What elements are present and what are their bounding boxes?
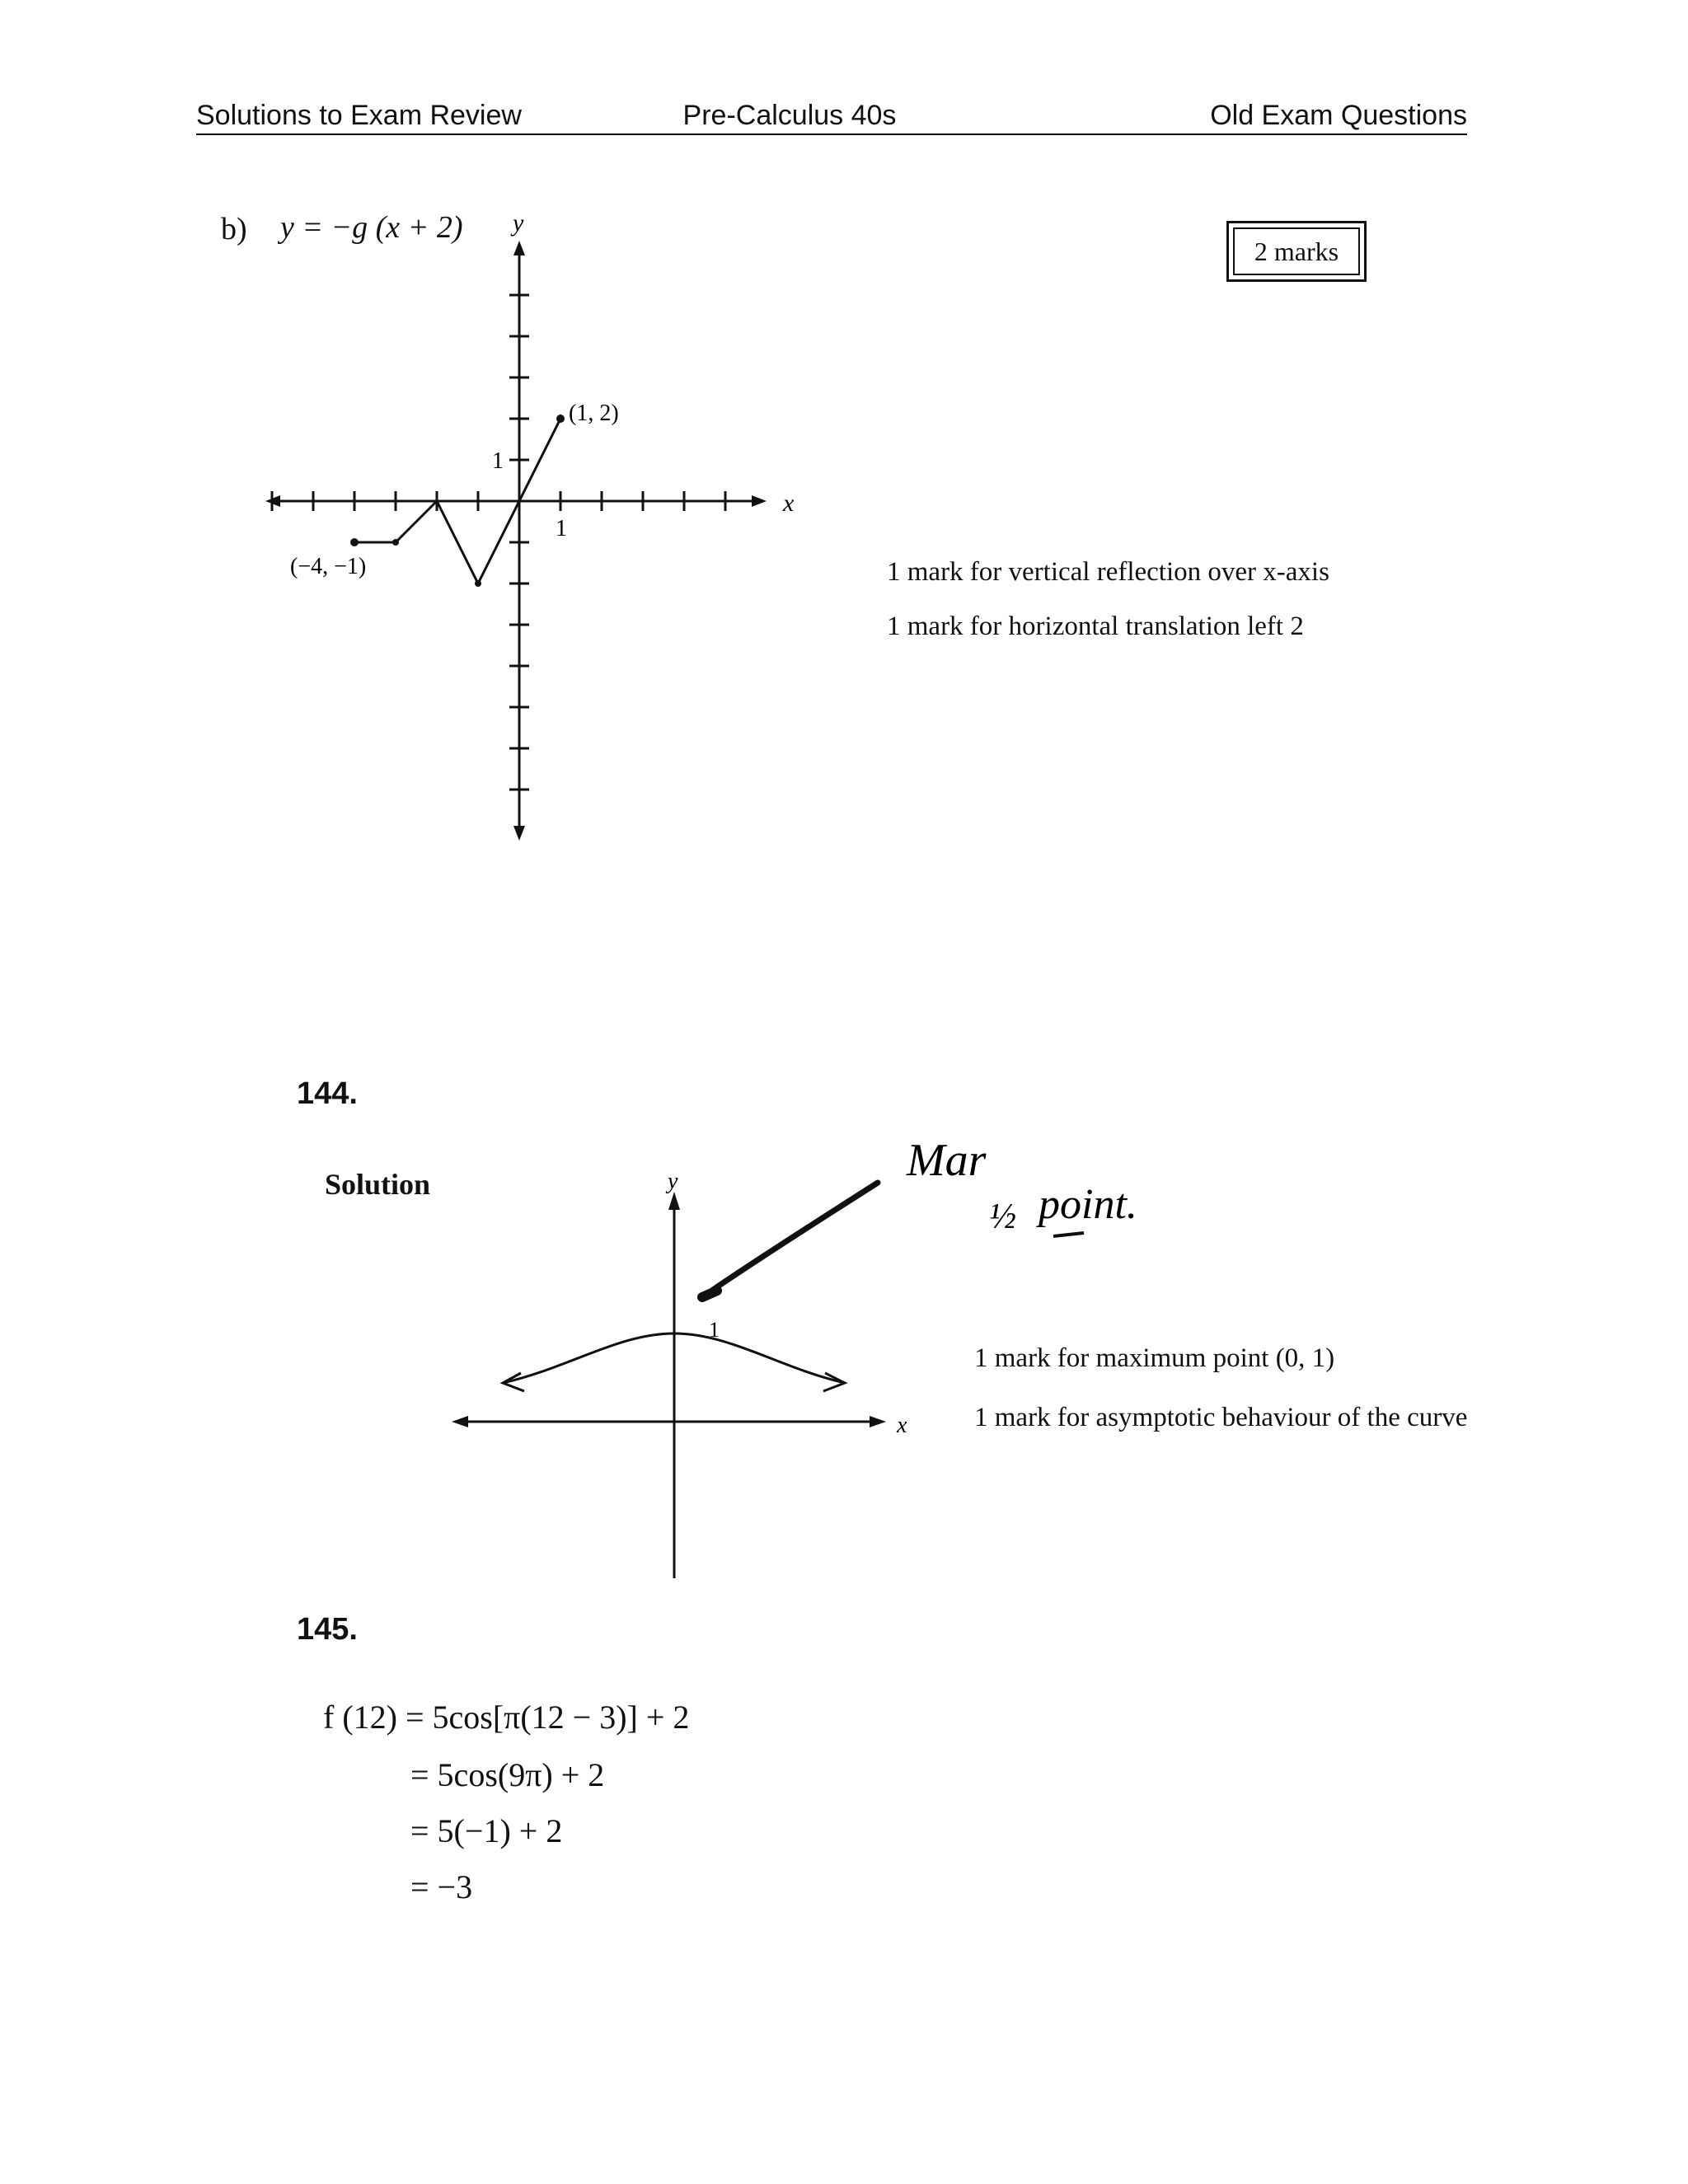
y-axis-arrow-up [513, 241, 525, 255]
marking-note-2: 1 mark for horizontal translation left 2 [887, 612, 1304, 641]
handwritten-note-half: ½ [989, 1196, 1016, 1236]
point-label-right: (1, 2) [569, 401, 619, 426]
y-tick-label: 1 [492, 448, 504, 474]
endpoint-right [556, 415, 565, 423]
solution-line-1: f (12) = 5cos[π(12 − 3)] + 2 [323, 1699, 690, 1736]
x-axis-arrow-right [752, 495, 767, 507]
question-145-number: 145. [297, 1612, 358, 1647]
marks-box [1226, 221, 1367, 282]
y-axis-arrow-down [513, 826, 525, 841]
curve-arrow-right [823, 1373, 845, 1391]
handwritten-arrow-tip [702, 1291, 717, 1297]
y-axis-label: y [513, 209, 524, 237]
x-axis-label: x [783, 490, 795, 517]
endpoint-left [350, 538, 359, 546]
header-left-title: Solutions to Exam Review [196, 97, 542, 135]
handwritten-arrow [705, 1183, 878, 1296]
x-axis-arrow-right [870, 1416, 886, 1427]
handwritten-note-mar: Mar [907, 1135, 987, 1186]
solution-label: Solution [325, 1168, 431, 1201]
point-label-left: (−4, −1) [290, 554, 367, 579]
part-b-equation: y = −g (x + 2) [280, 210, 463, 245]
max-point-label: 1 [709, 1318, 720, 1342]
curve-arrow-left [503, 1373, 524, 1391]
y-axis-label: y [668, 1169, 678, 1194]
part-b-label: b) [221, 212, 247, 246]
x-axis-arrow-left [452, 1416, 468, 1427]
marks-box-label: 2 marks [1233, 227, 1360, 275]
handwritten-note-point: point. [1039, 1181, 1137, 1228]
question-144-number: 144. [297, 1076, 358, 1111]
x-axis-label: x [897, 1413, 907, 1438]
marking-note-max: 1 mark for maximum point (0, 1) [974, 1343, 1335, 1373]
header-course-title: Pre-Calculus 40s [542, 97, 1037, 135]
minimum-point [475, 580, 481, 587]
graph-transformed-function [247, 206, 824, 857]
vertex-point [392, 539, 399, 546]
solution-line-4: = −3 [410, 1868, 473, 1905]
solution-line-2: = 5cos(9π) + 2 [410, 1756, 605, 1793]
handwritten-underline [1053, 1233, 1084, 1236]
solution-line-3: = 5(−1) + 2 [410, 1812, 563, 1849]
header-right-title: Old Exam Questions [1037, 97, 1467, 135]
y-axis-arrow-up [668, 1192, 680, 1210]
marking-note-1: 1 mark for vertical reflection over x-axis [887, 557, 1329, 587]
x-tick-label: 1 [556, 516, 567, 541]
marking-note-asymptote: 1 mark for asymptotic behaviour of the curve [974, 1403, 1468, 1432]
